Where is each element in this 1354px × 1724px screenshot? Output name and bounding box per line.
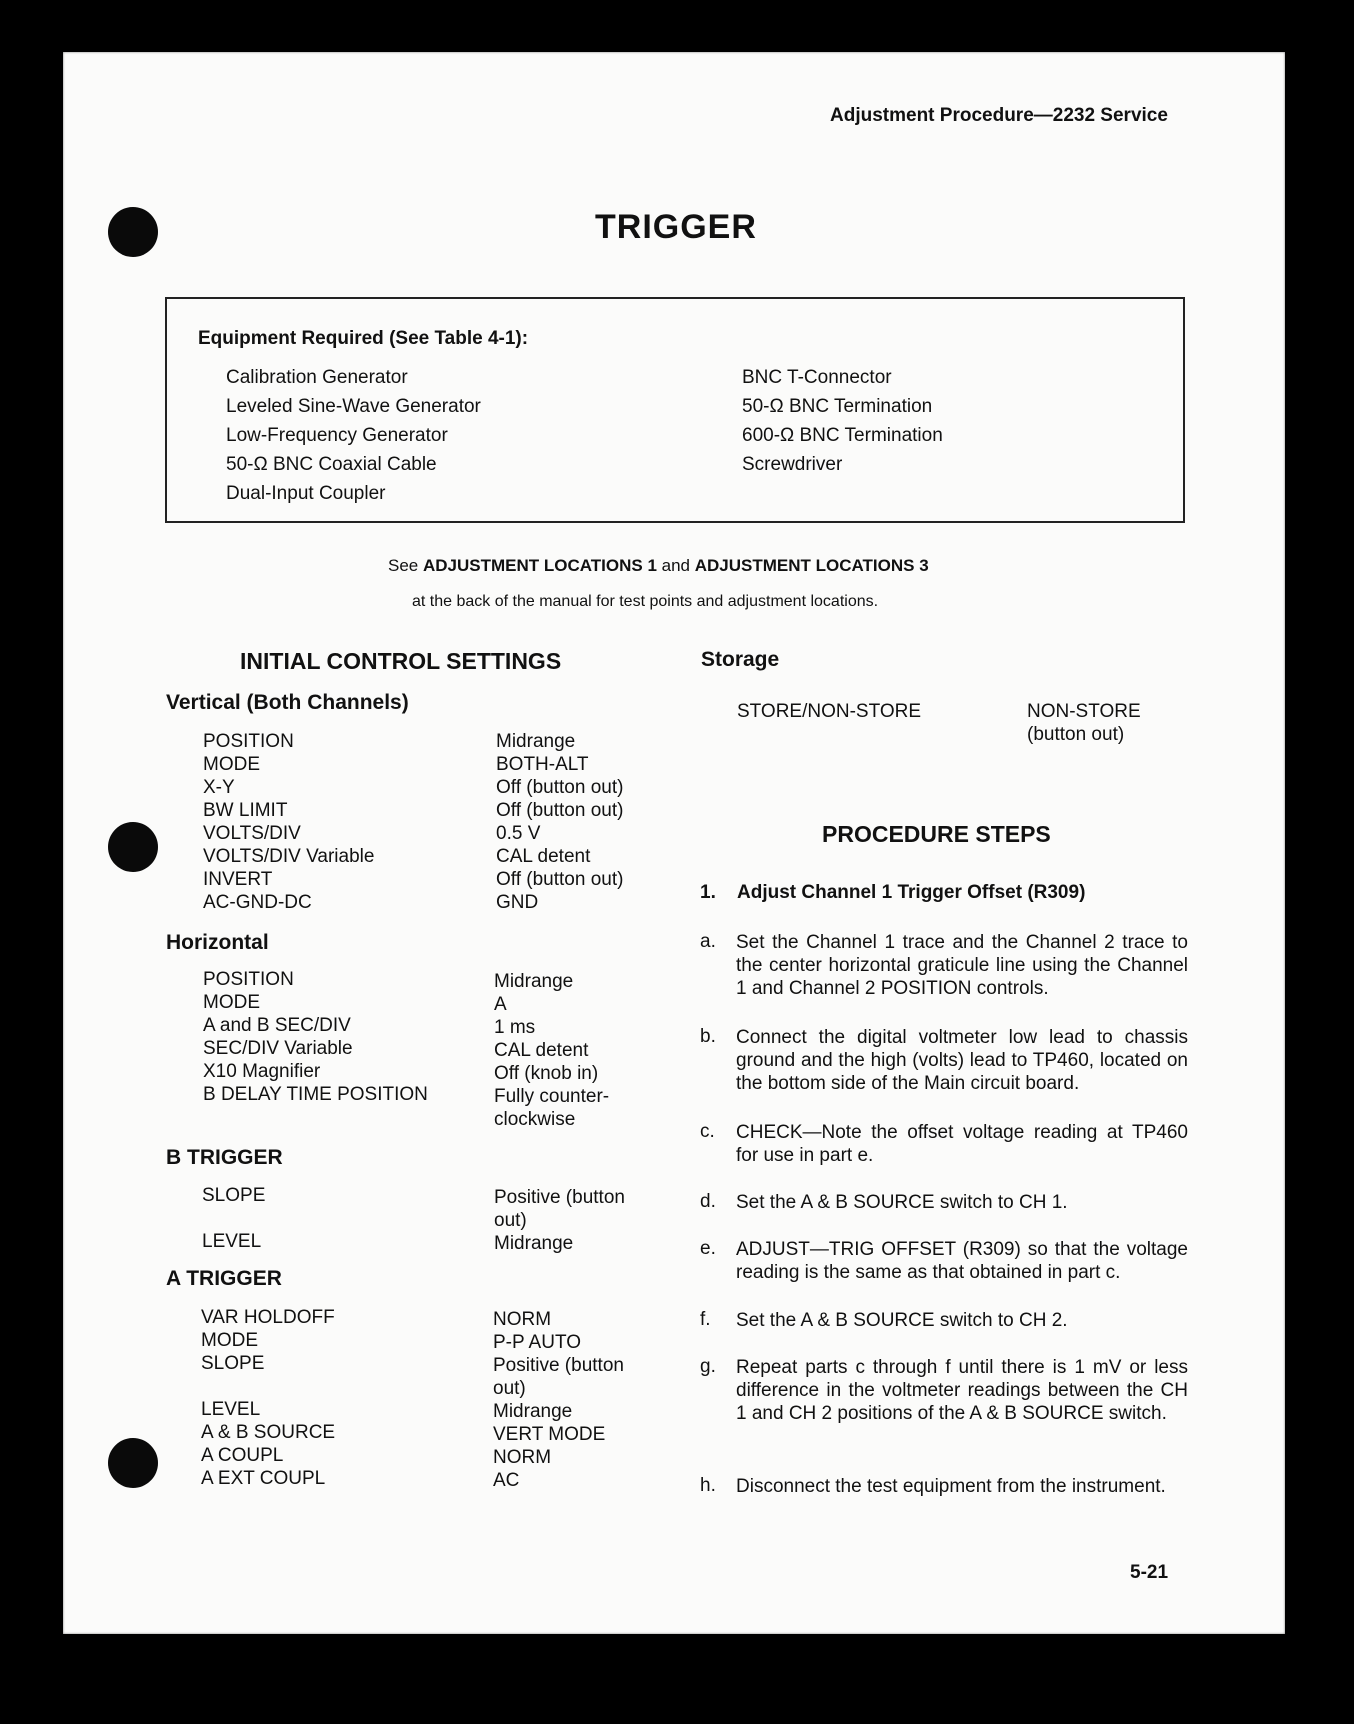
step-letter: a. <box>700 931 716 952</box>
vertical-controls: POSITION MODE X-Y BW LIMIT VOLTS/DIV VOLTS/DIV Variable INVERT AC-GND-DC <box>203 731 375 913</box>
locations-note-line2: at the back of the manual for test points and adjustment locations. <box>412 593 879 610</box>
equipment-item: Low-Frequency Generator <box>226 425 448 446</box>
equipment-item: Leveled Sine-Wave Generator <box>226 396 481 417</box>
vertical-heading: Vertical (Both Channels) <box>166 691 409 714</box>
a-trigger-controls: VAR HOLDOFF MODE SLOPE LEVEL A & B SOURCE A COUPL A EXT COUPL <box>201 1307 336 1489</box>
equipment-item: Screwdriver <box>742 454 843 475</box>
equipment-item: 50-Ω BNC Coaxial Cable <box>226 454 437 475</box>
equipment-heading: Equipment Required (See Table 4-1): <box>198 328 529 349</box>
step-letter: g. <box>700 1356 716 1377</box>
horizontal-values: Midrange A 1 ms CAL detent Off (knob in) Fully counter- clockwise <box>494 971 610 1130</box>
page-number: 5-21 <box>1130 1562 1169 1583</box>
horizontal-controls: POSITION MODE A and B SEC/DIV SEC/DIV Variable X10 Magnifier B DELAY TIME POSITION <box>203 969 428 1105</box>
punch-hole-icon <box>108 822 158 872</box>
punch-hole-icon <box>108 207 158 257</box>
step-text: Set the Channel 1 trace and the Channel 2 trace to the center horizontal graticule line using the Channel 1 and Channel 2 POSITION controls. <box>736 932 1188 999</box>
a-trigger-heading: A TRIGGER <box>166 1267 282 1290</box>
equipment-item: Calibration Generator <box>226 367 408 388</box>
step-text: Set the A & B SOURCE switch to CH 2. <box>736 1310 1068 1331</box>
equipment-item: Dual-Input Coupler <box>226 483 386 504</box>
storage-heading: Storage <box>701 648 780 671</box>
horizontal-heading: Horizontal <box>166 931 269 954</box>
b-trigger-heading: B TRIGGER <box>166 1146 283 1169</box>
step-text: Set the A & B SOURCE switch to CH 1. <box>736 1192 1068 1213</box>
equipment-item: BNC T-Connector <box>742 367 892 388</box>
initial-settings-heading: INITIAL CONTROL SETTINGS <box>240 648 562 674</box>
step-text: Repeat parts c through f until there is 1 mV or less difference in the voltmeter readings between the CH 1 and CH 2 positions of the A & B SOURCE switch. <box>736 1357 1188 1424</box>
step-1-number: 1. <box>700 882 716 903</box>
step-letter: b. <box>700 1026 716 1047</box>
locations-note: See ADJUSTMENT LOCATIONS 1 and ADJUSTMENT LOCATIONS 3 <box>388 556 929 575</box>
step-text: CHECK—Note the offset voltage reading at TP460 for use in part e. <box>736 1122 1188 1166</box>
b-trigger-controls: SLOPE LEVEL <box>202 1185 266 1252</box>
step-letter: e. <box>700 1238 716 1259</box>
vertical-values: Midrange BOTH-ALT Off (button out) Off (button out) 0.5 V CAL detent Off (button out) GND <box>496 731 624 913</box>
locations-ref-3: ADJUSTMENT LOCATIONS 3 <box>694 556 929 575</box>
b-trigger-values: Positive (button out) Midrange <box>494 1187 625 1254</box>
running-head: Adjustment Procedure—2232 Service <box>830 105 1168 126</box>
storage-control: STORE/NON-STORE <box>737 701 922 722</box>
locations-ref-1: ADJUSTMENT LOCATIONS 1 <box>422 556 657 575</box>
step-text: Connect the digital voltmeter low lead to chassis ground and the high (volts) lead to TP460, located on the bottom side of the Main circuit board. <box>736 1027 1188 1094</box>
step-text: Disconnect the test equipment from the instrument. <box>736 1476 1166 1497</box>
page-title: TRIGGER <box>595 208 757 246</box>
equipment-list-left <box>226 363 481 508</box>
punch-hole-icon <box>108 1438 158 1488</box>
step-letter: h. <box>700 1475 716 1496</box>
equipment-list-right <box>742 363 943 479</box>
storage-value: NON-STORE (button out) <box>1027 701 1141 745</box>
equipment-item: 50-Ω BNC Termination <box>742 396 933 417</box>
equipment-item: 600-Ω BNC Termination <box>742 425 943 446</box>
step-letter: f. <box>700 1309 711 1330</box>
step-text: ADJUST—TRIG OFFSET (R309) so that the voltage reading is the same as that obtained in part c. <box>736 1239 1188 1283</box>
procedure-heading: PROCEDURE STEPS <box>822 821 1051 847</box>
step-letter: d. <box>700 1191 716 1212</box>
step-letter: c. <box>700 1121 715 1142</box>
a-trigger-values: NORM P-P AUTO Positive (button out) Midrange VERT MODE NORM AC <box>493 1309 624 1491</box>
step-1-title: Adjust Channel 1 Trigger Offset (R309) <box>737 882 1086 903</box>
